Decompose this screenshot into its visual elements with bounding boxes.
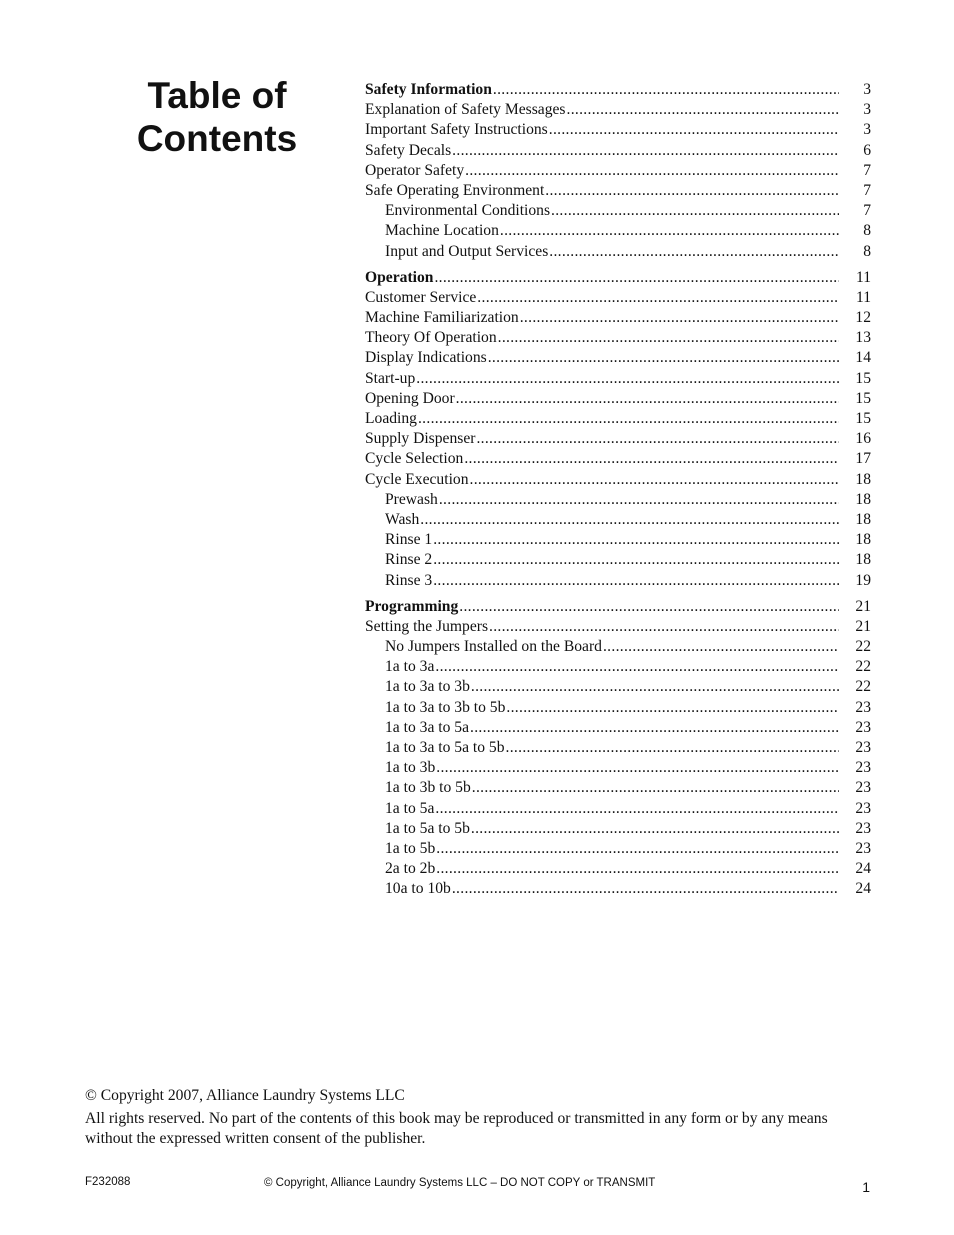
- page-footer: [85, 1176, 870, 1196]
- toc-entry[interactable]: [365, 328, 871, 348]
- toc-entry-label: Machine Location: [385, 222, 499, 240]
- toc-entry-label: Start-up: [365, 369, 416, 387]
- toc-entry-label: 1a to 3b: [385, 759, 436, 777]
- toc-entry-page: 16: [855, 430, 871, 448]
- toc-entry[interactable]: [365, 348, 871, 368]
- toc-entry-page: 6: [863, 141, 871, 159]
- toc-entry-label: 1a to 5a: [385, 799, 435, 817]
- dot-leader: [434, 268, 839, 288]
- dot-leader: [452, 141, 839, 161]
- rights-reserved-text: All rights reserved. No part of the contents of this book may be reproduced or transmitted in any form or by any means without the expressed written consent of the publisher.: [85, 1110, 828, 1147]
- toc-section: [365, 268, 871, 591]
- dot-leader: [436, 758, 839, 778]
- dot-leader: [545, 181, 839, 201]
- dot-leader: [452, 879, 839, 899]
- dot-leader: [470, 718, 839, 738]
- dot-leader: [470, 470, 840, 490]
- dot-leader: [465, 161, 839, 181]
- toc-entry[interactable]: [365, 879, 871, 899]
- toc-entry[interactable]: [365, 799, 871, 819]
- page-title: [100, 74, 334, 160]
- toc-entry[interactable]: [365, 242, 871, 262]
- dot-leader: [418, 409, 839, 429]
- toc-entry-page: 23: [855, 799, 871, 817]
- dot-leader: [436, 859, 839, 879]
- toc-entry-label: 1a to 3a to 3b: [385, 678, 470, 696]
- toc-entry-label: Safety Information: [365, 81, 492, 98]
- toc-entry[interactable]: [365, 550, 871, 570]
- toc-entry-label: Input and Output Services: [385, 242, 549, 260]
- dot-leader: [551, 201, 839, 221]
- dot-leader: [471, 677, 839, 697]
- copyright-notice: © Copyright, Alliance Laundry Systems LLC – DO NOT COPY or TRANSMIT: [264, 1177, 656, 1189]
- dot-leader: [603, 637, 839, 657]
- dot-leader: [436, 839, 839, 859]
- toc-entry-page: 15: [855, 389, 871, 407]
- dot-leader: [549, 242, 839, 262]
- toc-entry-page: 18: [855, 531, 871, 549]
- toc-entry-page: 24: [855, 880, 871, 898]
- dot-leader: [476, 429, 839, 449]
- toc-entry[interactable]: [365, 221, 871, 241]
- toc-entry[interactable]: [365, 677, 871, 697]
- dot-leader: [520, 308, 839, 328]
- toc-entry-label: Rinse 1: [385, 531, 433, 549]
- toc-entry[interactable]: [365, 738, 871, 758]
- toc-entry[interactable]: [365, 308, 871, 328]
- toc-entry[interactable]: [365, 490, 871, 510]
- toc-entry-page: 22: [855, 638, 871, 656]
- toc-entry-label: Theory Of Operation: [365, 329, 497, 347]
- toc-entry-label: 1a to 3a to 3b to 5b: [385, 698, 506, 716]
- toc-entry[interactable]: [365, 288, 871, 308]
- toc-entry[interactable]: [365, 839, 871, 859]
- toc-entry-label: Machine Familiarization: [365, 309, 519, 327]
- dot-leader: [420, 510, 839, 530]
- toc-entry[interactable]: [365, 657, 871, 677]
- toc-entry-label: Prewash: [385, 490, 438, 508]
- toc-entry-label: Safety Decals: [365, 141, 452, 159]
- dot-leader: [493, 80, 839, 100]
- toc-entry-page: 18: [855, 551, 871, 569]
- dot-leader: [439, 490, 839, 510]
- toc-entry[interactable]: [365, 819, 871, 839]
- toc-entry-page: 23: [855, 698, 871, 716]
- toc-entry-label: Rinse 3: [385, 571, 433, 589]
- toc-entry-label: Opening Door: [365, 389, 455, 407]
- toc-entry-label: Wash: [385, 510, 420, 528]
- toc-entry[interactable]: [365, 201, 871, 221]
- toc-entry-label: Safe Operating Environment: [365, 181, 545, 199]
- dot-leader: [433, 530, 839, 550]
- toc-entry-page: 23: [855, 718, 871, 736]
- toc-entry-page: 12: [855, 309, 871, 327]
- toc-entry[interactable]: [365, 778, 871, 798]
- dot-leader: [498, 328, 839, 348]
- toc-entry[interactable]: [365, 470, 871, 490]
- toc-entry[interactable]: [365, 100, 871, 120]
- dot-leader: [500, 221, 839, 241]
- dot-leader: [433, 571, 839, 591]
- toc-entry-label: 10a to 10b: [385, 880, 451, 898]
- toc-entry-label: 1a to 3a to 5a to 5b: [385, 739, 505, 756]
- toc-entry[interactable]: [365, 698, 871, 718]
- dot-leader: [435, 799, 839, 819]
- dot-leader: [488, 348, 839, 368]
- toc-entry-label: 1a to 3a: [385, 658, 435, 676]
- toc-entry[interactable]: [365, 161, 871, 181]
- toc-entry[interactable]: [365, 510, 871, 530]
- toc-entry-label: Important Safety Instructions: [365, 121, 548, 139]
- toc-entry-page: 23: [855, 739, 871, 756]
- toc-entry-page: 7: [863, 181, 871, 199]
- toc-entry-page: 15: [855, 369, 871, 387]
- toc-entry-page: 13: [855, 329, 871, 347]
- copyright-block: [85, 1086, 865, 1149]
- toc-entry-page: 3: [863, 121, 871, 139]
- toc-entry-label: 1a to 3a to 5a: [385, 718, 470, 736]
- copyright-line: © Copyright 2007, Alliance Laundry Systems LLC: [85, 1087, 405, 1104]
- toc-entry[interactable]: [365, 718, 871, 738]
- toc-entry[interactable]: [365, 859, 871, 879]
- toc-entry-page: 21: [855, 597, 871, 615]
- toc-entry-label: Operator Safety: [365, 161, 465, 179]
- toc-entry[interactable]: [365, 181, 871, 201]
- toc-entry[interactable]: [365, 268, 871, 288]
- toc-section: [365, 80, 871, 262]
- toc-entry-label: 1a to 3b to 5b: [385, 779, 471, 797]
- toc-entry-page: 11: [855, 288, 871, 306]
- toc-entry[interactable]: [365, 141, 871, 161]
- dot-leader: [456, 389, 839, 409]
- toc-entry-page: 8: [863, 242, 871, 260]
- toc-entry[interactable]: [365, 369, 871, 389]
- toc-entry[interactable]: [365, 80, 871, 100]
- dot-leader: [477, 288, 839, 308]
- toc-entry-page: 23: [855, 779, 871, 797]
- toc-entry-label: 1a to 5a to 5b: [385, 819, 470, 837]
- dot-leader: [472, 778, 839, 798]
- toc-entry-page: 18: [855, 470, 871, 488]
- toc-entry-page: 8: [863, 222, 871, 240]
- toc-entry-page: 11: [855, 268, 871, 286]
- toc-entry-label: Setting the Jumpers: [365, 617, 489, 635]
- toc-entry-page: 23: [855, 759, 871, 777]
- toc-entry-page: 24: [855, 860, 871, 878]
- toc-entry[interactable]: [365, 530, 871, 550]
- document-code: F232088: [85, 1176, 131, 1188]
- toc-entry-label: Loading: [365, 410, 417, 427]
- page-title-line-2: Contents: [136, 118, 298, 159]
- toc-entry-page: 22: [855, 678, 871, 696]
- toc-entry-page: 18: [855, 490, 871, 508]
- toc-entry-label: Cycle Selection: [365, 450, 464, 468]
- toc-entry-label: Environmental Conditions: [385, 202, 551, 220]
- toc-entry-page: 14: [855, 349, 871, 367]
- toc-entry[interactable]: [365, 389, 871, 409]
- toc-entry-label: Customer Service: [365, 288, 477, 306]
- dot-leader: [549, 120, 839, 140]
- toc-entry[interactable]: [365, 597, 871, 617]
- toc-entry-label: No Jumpers Installed on the Board: [385, 638, 602, 656]
- toc-entry[interactable]: [365, 758, 871, 778]
- toc-entry[interactable]: [365, 571, 871, 591]
- toc-entry-page: 22: [855, 658, 871, 676]
- toc-entry-label: Operation: [365, 268, 434, 286]
- toc-entry-page: 17: [855, 450, 871, 468]
- toc-entry-page: 18: [855, 510, 871, 528]
- toc-entry-label: Explanation of Safety Messages: [365, 101, 566, 119]
- toc-entry[interactable]: [365, 617, 871, 637]
- toc-entry-page: 21: [855, 617, 871, 635]
- toc-entry[interactable]: [365, 429, 871, 449]
- dot-leader: [435, 657, 839, 677]
- dot-leader: [471, 819, 839, 839]
- toc-entry-page: 23: [855, 839, 871, 857]
- toc-section: [365, 597, 871, 900]
- dot-leader: [464, 449, 839, 469]
- toc-entry-page: 3: [863, 101, 871, 119]
- toc-entry[interactable]: [365, 409, 871, 429]
- toc-entry-label: Supply Dispenser: [365, 430, 476, 448]
- table-of-contents: [365, 80, 871, 906]
- toc-entry-page: 7: [863, 161, 871, 179]
- dot-leader: [506, 738, 839, 758]
- toc-entry-page: 7: [863, 202, 871, 220]
- toc-entry-label: 1a to 5b: [385, 839, 436, 857]
- toc-entry[interactable]: [365, 120, 871, 140]
- toc-entry-label: Rinse 2: [385, 551, 433, 569]
- toc-entry-label: Cycle Execution: [365, 470, 469, 488]
- toc-entry[interactable]: [365, 637, 871, 657]
- dot-leader: [567, 100, 839, 120]
- page-number: 1: [862, 1179, 870, 1195]
- toc-entry-page: 15: [855, 410, 871, 427]
- toc-entry-label: Programming: [365, 597, 459, 615]
- dot-leader: [459, 597, 839, 617]
- toc-entry-page: 3: [863, 81, 871, 98]
- dot-leader: [489, 617, 839, 637]
- toc-entry[interactable]: [365, 449, 871, 469]
- toc-entry-label: Display Indications: [365, 349, 487, 367]
- dot-leader: [433, 550, 839, 570]
- toc-entry-page: 19: [855, 571, 871, 589]
- page-title-line-1: Table of: [147, 75, 287, 116]
- dot-leader: [506, 698, 839, 718]
- dot-leader: [416, 369, 839, 389]
- toc-entry-label: 2a to 2b: [385, 860, 436, 878]
- toc-entry-page: 23: [855, 819, 871, 837]
